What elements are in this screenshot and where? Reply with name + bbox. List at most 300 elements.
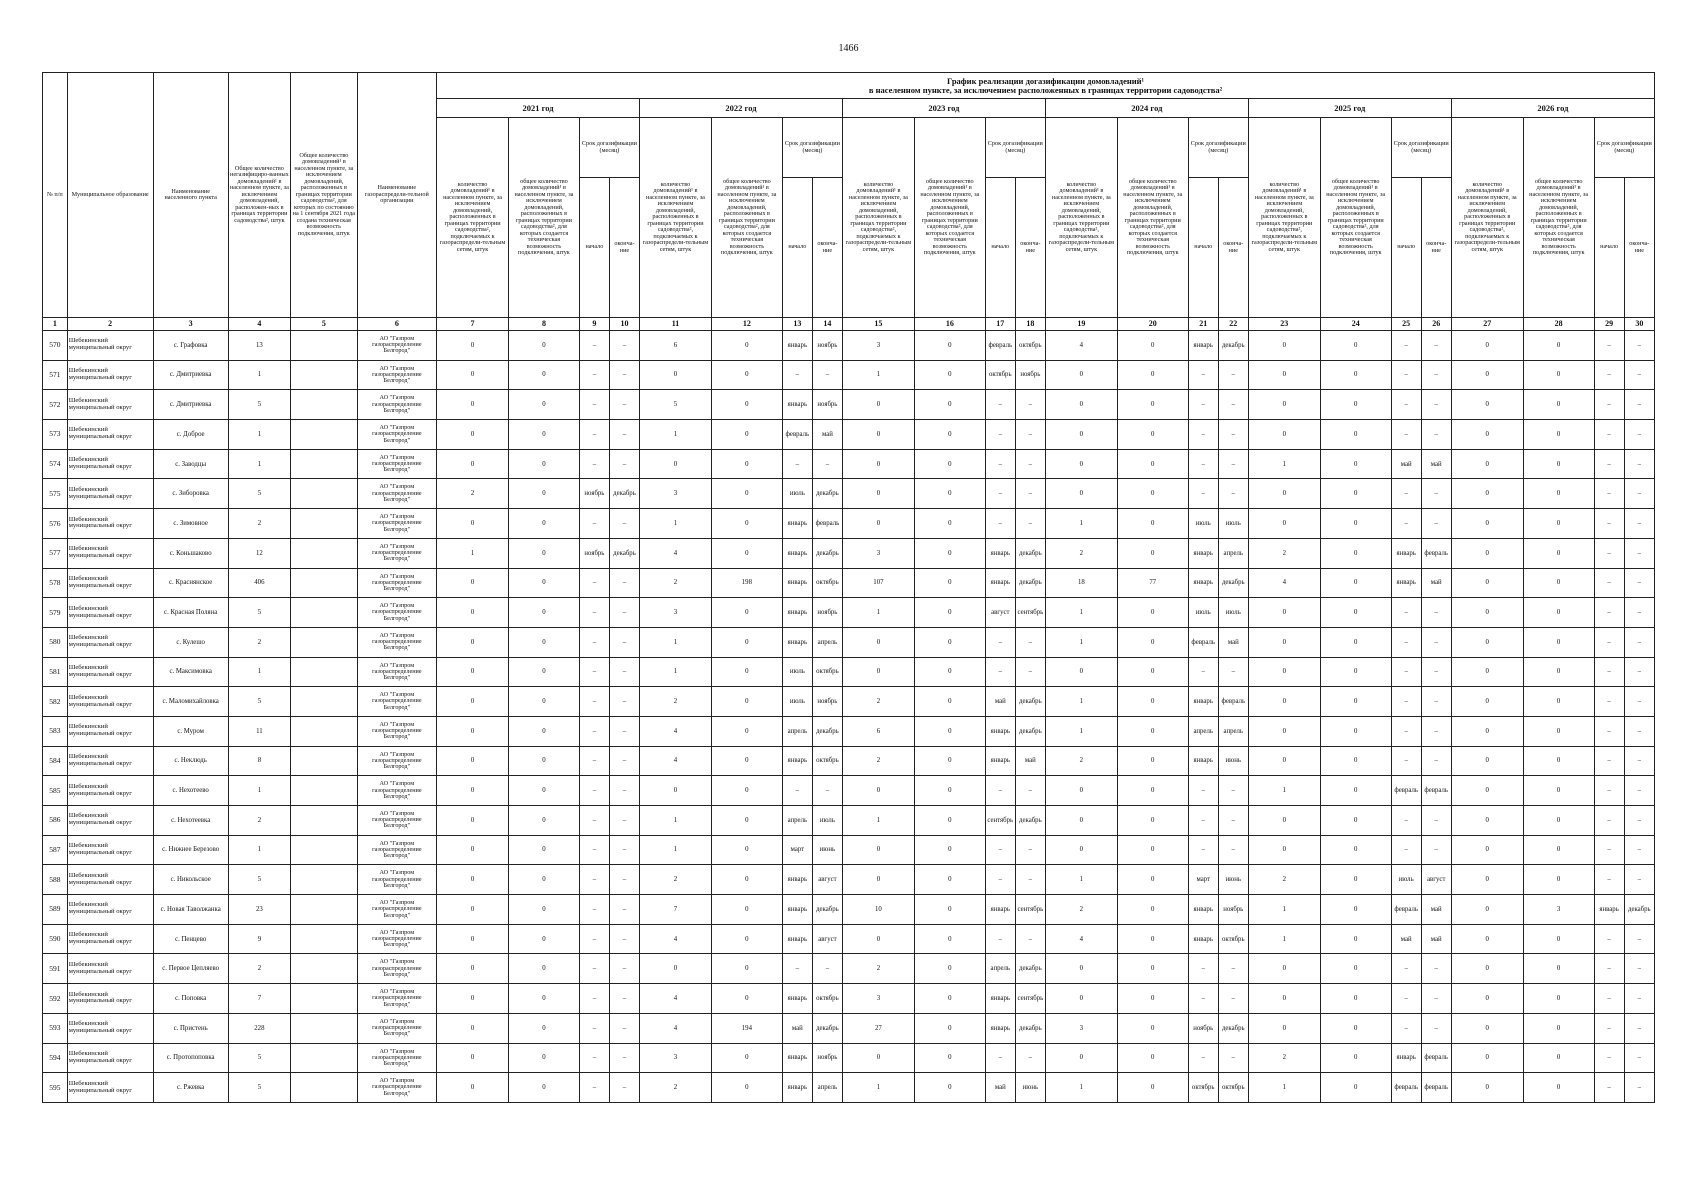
row-number: 570	[43, 331, 68, 361]
organization-cell: АО "Газпром газораспределение Белгород"	[357, 331, 436, 361]
table-cell: 0	[1045, 449, 1117, 479]
table-cell: –	[1421, 360, 1451, 390]
table-cell: –	[579, 716, 609, 746]
table-cell: –	[1594, 479, 1624, 509]
table-cell: февраль	[1421, 538, 1451, 568]
table-cell: апрель	[1188, 716, 1218, 746]
table-cell: 5	[640, 390, 712, 420]
table-cell: 0	[1523, 538, 1594, 568]
column-number: 14	[812, 318, 842, 331]
table-cell: ноябрь	[812, 687, 842, 717]
table-cell: январь	[985, 568, 1015, 598]
table-cell: –	[609, 954, 639, 984]
table-cell: 406	[228, 568, 290, 598]
sub-header-tech-possibility: общее количество домовладений¹ в населенном пункте, за исключением домовладений, расположенных в границах территории садоводства², для которых создается техническая возможность подключения, штук	[1117, 118, 1188, 318]
table-cell: 5	[228, 1073, 290, 1103]
table-cell: январь	[1188, 538, 1218, 568]
column-number: 12	[711, 318, 782, 331]
table-cell: –	[1188, 657, 1218, 687]
table-cell: 0	[1117, 687, 1188, 717]
row-number: 575	[43, 479, 68, 509]
table-cell: 0	[509, 449, 580, 479]
organization-cell: АО "Газпром газораспределение Белгород"	[357, 1043, 436, 1073]
table-cell: 0	[1320, 479, 1391, 509]
table-cell: –	[1624, 420, 1654, 450]
table-cell: –	[1594, 835, 1624, 865]
table-cell: 0	[1523, 865, 1594, 895]
table-row	[43, 716, 1655, 746]
table-cell: 2	[640, 687, 712, 717]
table-cell	[291, 449, 358, 479]
table-cell: 0	[437, 984, 509, 1014]
row-number: 579	[43, 598, 68, 628]
table-cell: 0	[1320, 746, 1391, 776]
table-cell: 13	[228, 331, 290, 361]
table-row	[43, 390, 1655, 420]
table-cell: июль	[1391, 865, 1421, 895]
table-cell: 1	[842, 360, 914, 390]
table-cell: 2	[640, 1073, 712, 1103]
row-number: 576	[43, 509, 68, 539]
table-cell: –	[1421, 627, 1451, 657]
row-number: 580	[43, 627, 68, 657]
table-cell: 0	[1117, 449, 1188, 479]
table-cell: 0	[509, 627, 580, 657]
table-cell: ноябрь	[579, 538, 609, 568]
sub-header-connected-count: количество домовладений¹ в населенном пункте, за исключением домовладений, расположенных в границах территории садоводства², подключаемых к газораспредели-тельным сетям, штук	[437, 118, 509, 318]
table-cell: 0	[1523, 390, 1594, 420]
table-cell: –	[609, 331, 639, 361]
table-cell	[291, 657, 358, 687]
table-cell: 0	[437, 627, 509, 657]
table-cell: 0	[1320, 657, 1391, 687]
table-cell: –	[609, 509, 639, 539]
table-cell: –	[812, 449, 842, 479]
settlement-cell: с. Дмитриевка	[153, 390, 228, 420]
table-cell: 4	[640, 716, 712, 746]
table-cell: ноябрь	[812, 1043, 842, 1073]
table-cell: 0	[711, 895, 782, 925]
table-cell: 0	[914, 865, 985, 895]
table-cell: –	[579, 598, 609, 628]
sub-header-end: оконча-ние	[1218, 178, 1248, 318]
table-cell: –	[1594, 924, 1624, 954]
table-cell: 0	[1320, 390, 1391, 420]
table-cell: –	[1594, 1043, 1624, 1073]
settlement-cell: с. Протопоповка	[153, 1043, 228, 1073]
table-cell: 0	[711, 390, 782, 420]
table-cell: 0	[1451, 568, 1523, 598]
table-cell: –	[1391, 806, 1421, 836]
table-cell: 0	[711, 360, 782, 390]
municipality-cell: Шебекинский муниципальный округ	[67, 924, 153, 954]
settlement-cell: с. Никольское	[153, 865, 228, 895]
organization-cell: АО "Газпром газораспределение Белгород"	[357, 479, 436, 509]
table-row	[43, 627, 1655, 657]
table-cell: –	[1391, 984, 1421, 1014]
table-cell: 6	[842, 716, 914, 746]
table-cell	[291, 776, 358, 806]
table-cell: 0	[1117, 776, 1188, 806]
table-cell: 10	[842, 895, 914, 925]
table-cell: –	[1421, 331, 1451, 361]
table-cell: ноябрь	[1015, 360, 1045, 390]
table-cell: 0	[1320, 716, 1391, 746]
table-cell: –	[1594, 865, 1624, 895]
table-cell: 0	[640, 449, 712, 479]
table-cell: 0	[1117, 1073, 1188, 1103]
column-number: 15	[842, 318, 914, 331]
table-cell: 0	[1248, 627, 1320, 657]
table-cell: 0	[914, 420, 985, 450]
settlement-cell: с. Пристень	[153, 1013, 228, 1043]
table-cell: 0	[1523, 984, 1594, 1014]
table-row	[43, 420, 1655, 450]
table-cell: –	[1624, 479, 1654, 509]
table-cell: –	[609, 390, 639, 420]
table-cell: февраль	[1391, 1073, 1421, 1103]
table-cell: 0	[437, 420, 509, 450]
table-cell: 0	[509, 1013, 580, 1043]
table-cell: 0	[1451, 865, 1523, 895]
settlement-cell: с. Первое Цепляево	[153, 954, 228, 984]
table-cell: 1	[640, 657, 712, 687]
table-cell: 1	[1045, 865, 1117, 895]
table-cell: май	[1421, 895, 1451, 925]
settlement-cell: с. Дмитриевка	[153, 360, 228, 390]
table-cell: 0	[914, 449, 985, 479]
table-cell: июль	[1218, 598, 1248, 628]
row-number: 582	[43, 687, 68, 717]
table-cell: 4	[640, 538, 712, 568]
table-cell: август	[1421, 865, 1451, 895]
sub-header-connected-count: количество домовладений¹ в населенном пункте, за исключением домовладений, расположенных в границах территории садоводства², подключаемых к газораспредели-тельным сетям, штук	[1451, 118, 1523, 318]
table-cell: –	[609, 360, 639, 390]
table-cell: октябрь	[812, 657, 842, 687]
year-header: 2025 год	[1248, 99, 1451, 118]
table-cell: –	[812, 954, 842, 984]
table-cell: –	[985, 657, 1015, 687]
table-cell: 4	[640, 746, 712, 776]
table-cell	[291, 360, 358, 390]
table-cell	[291, 746, 358, 776]
table-cell: январь	[782, 568, 812, 598]
table-cell: 0	[437, 687, 509, 717]
sub-header-start: начало	[782, 178, 812, 318]
table-cell: –	[1594, 420, 1624, 450]
municipality-cell: Шебекинский муниципальный округ	[67, 390, 153, 420]
table-cell: –	[1594, 627, 1624, 657]
table-cell: 0	[842, 509, 914, 539]
table-cell: 0	[437, 331, 509, 361]
settlement-cell: с. Доброе	[153, 420, 228, 450]
schedule-title	[437, 73, 1655, 99]
table-cell: декабрь	[1015, 687, 1045, 717]
sub-header-connected-count: количество домовладений¹ в населенном пункте, за исключением домовладений, расположенных в границах территории садоводства², подключаемых к газораспредели-тельным сетям, штук	[1045, 118, 1117, 318]
table-cell: февраль	[1391, 776, 1421, 806]
sub-header-start: начало	[579, 178, 609, 318]
table-cell: 0	[437, 835, 509, 865]
table-cell: декабрь	[1218, 1013, 1248, 1043]
table-cell: апрель	[812, 1073, 842, 1103]
municipality-cell: Шебекинский муниципальный округ	[67, 509, 153, 539]
table-cell: июль	[782, 479, 812, 509]
table-cell: май	[1391, 924, 1421, 954]
table-cell: 0	[509, 509, 580, 539]
table-cell: 3	[842, 538, 914, 568]
row-number: 588	[43, 865, 68, 895]
settlement-cell: с. Поповка	[153, 984, 228, 1014]
table-row	[43, 568, 1655, 598]
table-cell: –	[579, 360, 609, 390]
row-number: 587	[43, 835, 68, 865]
table-cell: 0	[1117, 924, 1188, 954]
sub-header-end: оконча-ние	[1015, 178, 1045, 318]
table-cell: 0	[509, 598, 580, 628]
table-cell: май	[1421, 449, 1451, 479]
table-cell: 0	[1248, 657, 1320, 687]
table-cell: 228	[228, 1013, 290, 1043]
table-cell: 0	[1248, 687, 1320, 717]
table-cell	[291, 598, 358, 628]
table-cell: апрель	[782, 716, 812, 746]
table-cell: –	[1218, 984, 1248, 1014]
table-cell: –	[579, 776, 609, 806]
table-cell: декабрь	[812, 1013, 842, 1043]
table-cell: 1	[640, 509, 712, 539]
table-cell: апрель	[1218, 538, 1248, 568]
table-cell: 0	[1451, 538, 1523, 568]
table-cell: июль	[812, 806, 842, 836]
table-cell: 4	[1248, 568, 1320, 598]
table-cell: –	[579, 627, 609, 657]
table-cell: –	[1015, 420, 1045, 450]
table-cell: –	[579, 509, 609, 539]
table-cell: –	[579, 835, 609, 865]
table-cell: 1	[1248, 924, 1320, 954]
table-cell: 1	[1045, 598, 1117, 628]
table-cell: 0	[1523, 835, 1594, 865]
table-cell: 0	[437, 746, 509, 776]
column-number: 2	[67, 318, 153, 331]
table-cell: –	[609, 568, 639, 598]
table-cell: август	[812, 924, 842, 954]
table-cell: 0	[1320, 568, 1391, 598]
table-cell: октябрь	[812, 746, 842, 776]
col-header-settlement: Наименование населенного пункта	[153, 73, 228, 318]
table-cell: –	[1015, 627, 1045, 657]
table-cell: 0	[437, 1073, 509, 1103]
municipality-cell: Шебекинский муниципальный округ	[67, 687, 153, 717]
row-number: 577	[43, 538, 68, 568]
table-cell: 0	[1523, 924, 1594, 954]
organization-cell: АО "Газпром газораспределение Белгород"	[357, 509, 436, 539]
column-number: 7	[437, 318, 509, 331]
table-cell: –	[1624, 598, 1654, 628]
table-cell: январь	[1391, 538, 1421, 568]
table-cell: 0	[1320, 924, 1391, 954]
table-cell: 0	[1523, 449, 1594, 479]
table-row	[43, 865, 1655, 895]
table-cell: –	[609, 865, 639, 895]
table-cell: 0	[1451, 657, 1523, 687]
table-cell: август	[985, 598, 1015, 628]
table-cell: 0	[1451, 479, 1523, 509]
sub-header-end: оконча-ние	[812, 178, 842, 318]
table-cell: –	[1594, 568, 1624, 598]
table-cell: 0	[1045, 360, 1117, 390]
table-cell: 5	[228, 1043, 290, 1073]
table-cell: 2	[842, 746, 914, 776]
table-cell: –	[782, 776, 812, 806]
settlement-cell: с. Зимовное	[153, 509, 228, 539]
table-cell: 0	[1523, 687, 1594, 717]
table-cell: –	[1391, 331, 1421, 361]
col-header-gas-organization: Наименование газораспредели-тельной организации	[357, 73, 436, 318]
table-cell: 0	[1451, 598, 1523, 628]
organization-cell: АО "Газпром газораспределение Белгород"	[357, 746, 436, 776]
municipality-cell: Шебекинский муниципальный округ	[67, 598, 153, 628]
table-cell: –	[579, 657, 609, 687]
table-cell	[291, 954, 358, 984]
table-cell: –	[1624, 835, 1654, 865]
table-cell: 2	[1248, 1043, 1320, 1073]
table-cell: 0	[711, 1043, 782, 1073]
table-cell	[291, 390, 358, 420]
table-cell: 23	[228, 895, 290, 925]
table-cell: ноябрь	[1188, 1013, 1218, 1043]
table-cell: –	[1391, 390, 1421, 420]
table-cell: 0	[1117, 538, 1188, 568]
column-number: 6	[357, 318, 436, 331]
organization-cell: АО "Газпром газораспределение Белгород"	[357, 657, 436, 687]
table-cell: май	[782, 1013, 812, 1043]
table-cell: 0	[711, 806, 782, 836]
table-cell: –	[1421, 479, 1451, 509]
organization-cell: АО "Газпром газораспределение Белгород"	[357, 627, 436, 657]
table-cell: 0	[509, 1043, 580, 1073]
table-cell: 0	[1248, 390, 1320, 420]
table-cell: 0	[842, 835, 914, 865]
table-cell: 0	[437, 1013, 509, 1043]
table-cell: 0	[711, 865, 782, 895]
table-cell: 0	[1045, 420, 1117, 450]
table-cell: январь	[782, 1073, 812, 1103]
table-cell: сентябрь	[1015, 895, 1045, 925]
table-cell: 2	[228, 954, 290, 984]
table-cell: 198	[711, 568, 782, 598]
table-cell: 0	[1320, 538, 1391, 568]
table-cell: –	[579, 895, 609, 925]
table-cell: 0	[1248, 598, 1320, 628]
table-cell: январь	[782, 390, 812, 420]
col-header-municipality: Муниципальное образование	[67, 73, 153, 318]
table-cell: –	[609, 984, 639, 1014]
table-cell: 0	[1248, 331, 1320, 361]
table-cell: июль	[1218, 509, 1248, 539]
table-cell: 0	[509, 984, 580, 1014]
table-cell: –	[1624, 627, 1654, 657]
table-cell: 0	[1451, 806, 1523, 836]
table-cell: 0	[437, 360, 509, 390]
table-cell: 0	[509, 479, 580, 509]
table-cell: апрель	[782, 806, 812, 836]
sub-header-connected-count: количество домовладений¹ в населенном пункте, за исключением домовладений, расположенных в границах территории садоводства², подключаемых к газораспредели-тельным сетям, штук	[1248, 118, 1320, 318]
table-cell: –	[579, 1073, 609, 1103]
organization-cell: АО "Газпром газораспределение Белгород"	[357, 1013, 436, 1043]
table-cell: 0	[711, 776, 782, 806]
table-cell: –	[579, 746, 609, 776]
table-cell: декабрь	[812, 479, 842, 509]
table-row	[43, 776, 1655, 806]
year-header: 2022 год	[640, 99, 843, 118]
table-cell: 5	[228, 390, 290, 420]
table-cell: май	[985, 1073, 1015, 1103]
table-cell: 1	[640, 806, 712, 836]
table-cell: –	[1391, 746, 1421, 776]
table-row	[43, 538, 1655, 568]
table-cell: 0	[1117, 835, 1188, 865]
table-cell: –	[1015, 479, 1045, 509]
table-cell: 11	[228, 716, 290, 746]
table-cell: 0	[1320, 420, 1391, 450]
table-cell: –	[985, 627, 1015, 657]
organization-cell: АО "Газпром газораспределение Белгород"	[357, 538, 436, 568]
table-cell: 0	[914, 509, 985, 539]
table-cell: 1	[228, 420, 290, 450]
table-cell: ноябрь	[812, 390, 842, 420]
column-number: 13	[782, 318, 812, 331]
table-cell: январь	[782, 509, 812, 539]
table-cell: 0	[1451, 420, 1523, 450]
table-cell: 0	[711, 716, 782, 746]
table-cell: –	[579, 449, 609, 479]
row-number: 591	[43, 954, 68, 984]
table-cell: –	[1624, 954, 1654, 984]
table-cell: 0	[711, 984, 782, 1014]
row-number: 594	[43, 1043, 68, 1073]
table-cell: 4	[1045, 924, 1117, 954]
table-cell: –	[1421, 746, 1451, 776]
table-cell: 4	[1045, 331, 1117, 361]
table-cell: 1	[1248, 776, 1320, 806]
table-cell: 2	[228, 509, 290, 539]
table-cell: 0	[509, 538, 580, 568]
table-cell: –	[1594, 598, 1624, 628]
table-cell: –	[1421, 657, 1451, 687]
table-cell: –	[1421, 420, 1451, 450]
table-cell: 0	[1117, 716, 1188, 746]
table-cell: июнь	[1218, 746, 1248, 776]
table-cell: 0	[1117, 865, 1188, 895]
table-cell: ноябрь	[579, 479, 609, 509]
table-cell: –	[609, 687, 639, 717]
table-cell: 0	[914, 390, 985, 420]
schedule-title-line2: в населенном пункте, за исключением расположенных в границах территории садоводства²	[868, 84, 1223, 95]
column-number: 17	[985, 318, 1015, 331]
table-cell: 0	[1248, 1013, 1320, 1043]
table-cell: июль	[782, 687, 812, 717]
table-cell: 0	[1117, 331, 1188, 361]
table-cell: –	[1421, 835, 1451, 865]
table-cell: октябрь	[812, 984, 842, 1014]
table-cell: 0	[842, 865, 914, 895]
table-cell	[291, 479, 358, 509]
sub-header-start: начало	[1594, 178, 1624, 318]
table-cell: сентябрь	[1015, 984, 1045, 1014]
table-cell: январь	[985, 746, 1015, 776]
table-cell: 5	[228, 479, 290, 509]
